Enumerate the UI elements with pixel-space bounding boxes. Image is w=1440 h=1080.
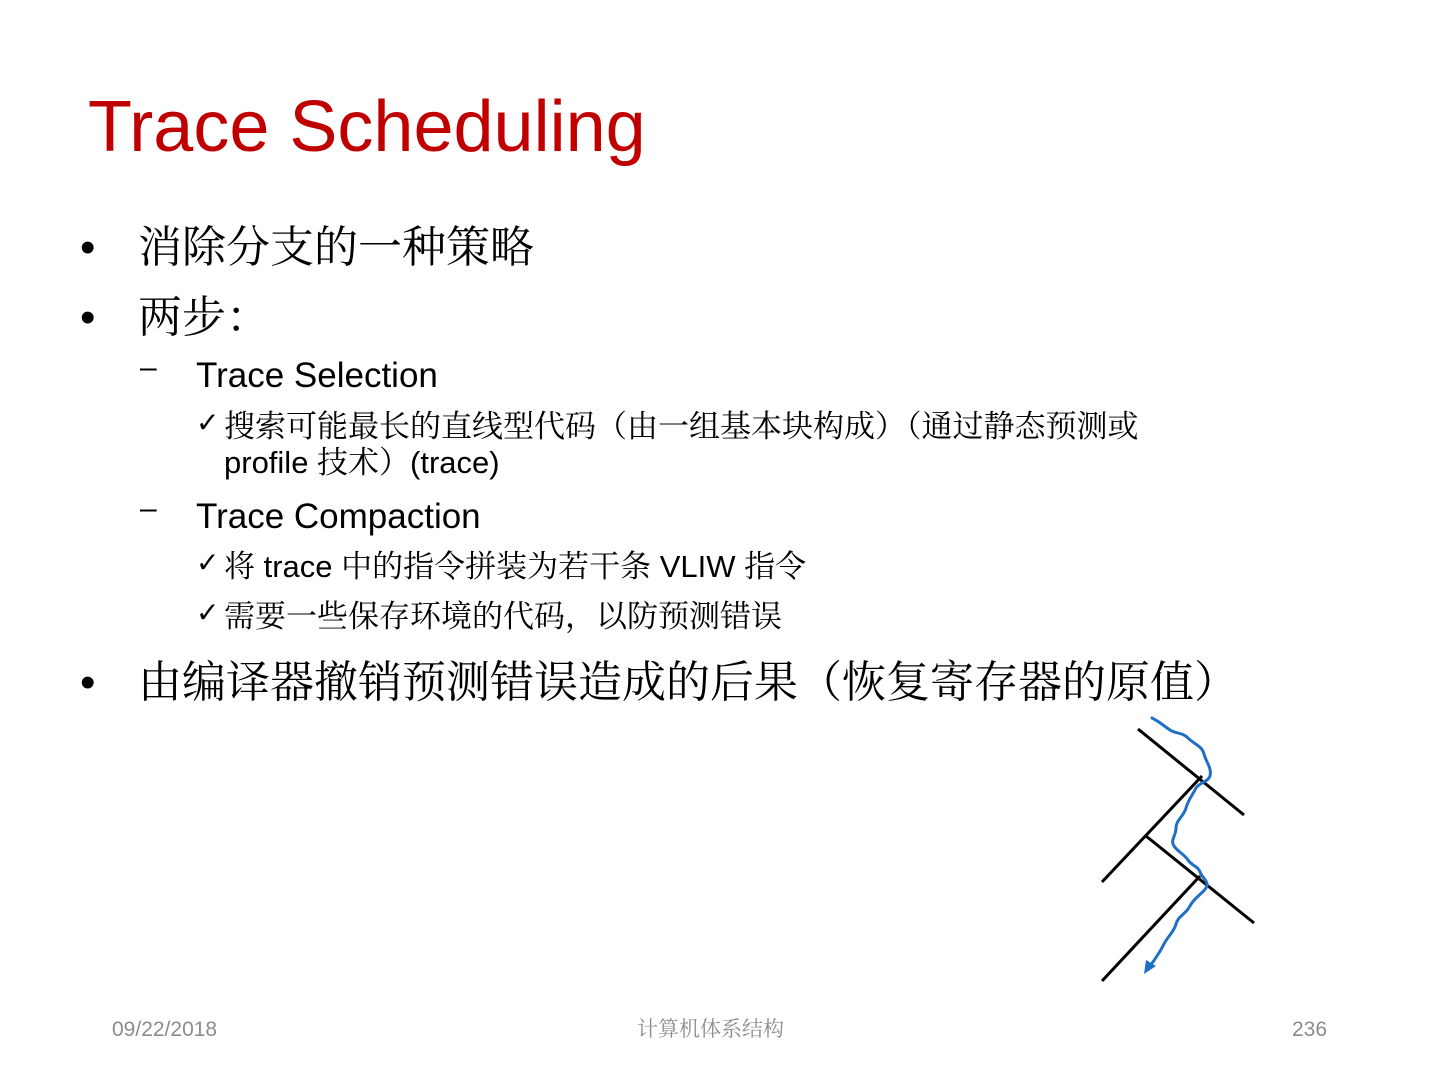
checkmark-icon: ✓ <box>196 407 220 438</box>
sub-bullet-text: Trace Compaction <box>196 497 481 536</box>
checkmark-icon: ✓ <box>196 597 220 628</box>
bullet-text: 两步： <box>138 293 270 342</box>
detail-text <box>224 408 1314 480</box>
branch-lines <box>1102 729 1254 981</box>
bullet-text: 由编译器撤销预测错误造成的后果（恢复寄存器的原值） <box>138 658 1238 707</box>
footer-course: 计算机体系结构 <box>637 1018 784 1041</box>
bullet-text: 消除分支的一种策略 <box>138 223 534 272</box>
detail-text: 需要一些保存环境的代码，以防预测错误 <box>224 599 782 634</box>
branch-line-upper-stem <box>1102 776 1202 882</box>
detail-line: 搜索可能最长的直线型代码（由一组基本块构成）（通过静态预测或 <box>224 409 1139 444</box>
detail-line: profile 技术）(trace) <box>224 445 500 480</box>
trace-path <box>1150 718 1210 966</box>
detail-text: 将 trace 中的指令拼装为若干条 VLIW 指令 <box>224 549 807 584</box>
trace-diagram <box>1090 712 1270 992</box>
footer-date: 09/22/2018 <box>112 1018 218 1041</box>
dash-icon: – <box>140 351 157 384</box>
checkmark-icon: ✓ <box>196 547 220 578</box>
bullet-dot-icon: • <box>80 658 96 707</box>
branch-line-lower-diagonal <box>1146 836 1254 923</box>
footer-page-number: 236 <box>1292 1018 1328 1041</box>
sub-bullet-text: Trace Selection <box>196 356 438 395</box>
dash-icon: – <box>140 492 157 525</box>
slide-title: Trace Scheduling <box>88 87 646 167</box>
bullet-dot-icon: • <box>80 223 96 272</box>
bullet-dot-icon: • <box>80 293 96 342</box>
